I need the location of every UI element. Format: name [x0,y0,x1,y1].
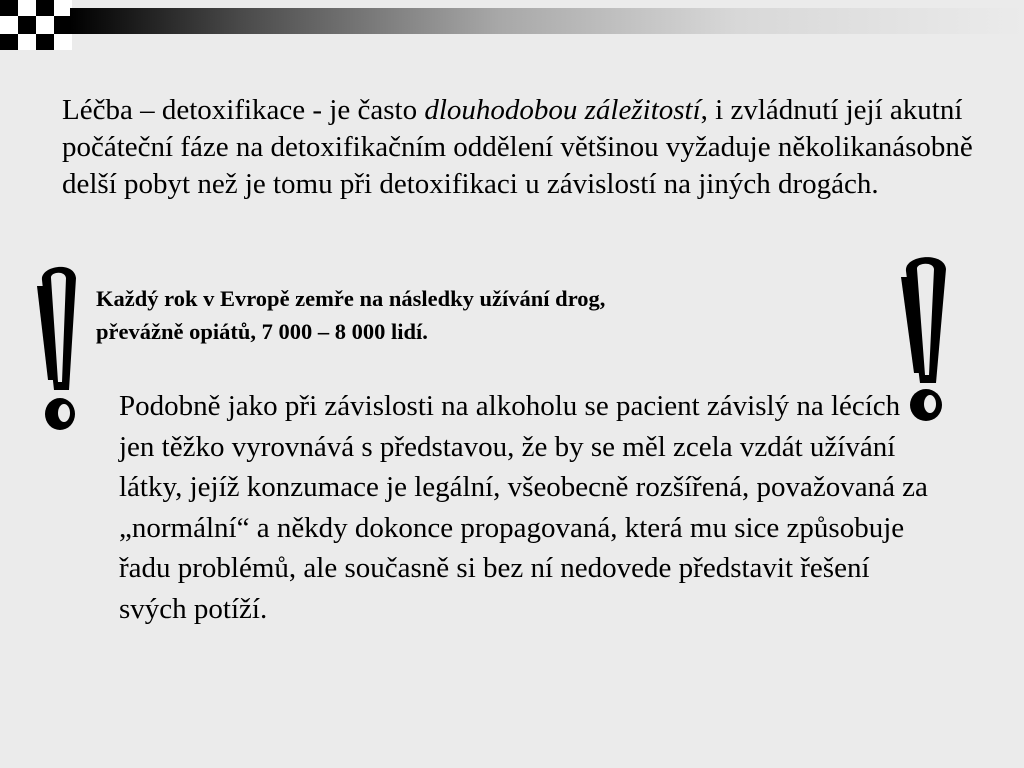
paragraph-1-text-b: , i zvládnutí její akutní počáteční fáze na detoxifikačním oddělení většinou vyžaduje několikanásobně delší pobyt než je tomu při detoxifikaci u závislostí na jiných drogách. [62,94,973,200]
paragraph-2-line-1: Každý rok v Evropě zemře na následky užívání drog, [96,286,606,311]
paragraph-1-emphasis: dlouhodobou záležitostí [424,94,701,126]
paragraph-2-line-2: převážně opiátů, 7 000 – 8 000 lidí. [96,319,428,344]
header-decoration [0,0,1024,50]
exclamation-icon [34,262,84,434]
paragraph-treatment [62,92,1002,203]
paragraph-statistic [96,282,886,348]
paragraph-dependency: Podobně jako při závislosti na alkoholu se pacient závislý na lécích jen těžko vyrovnává s představou, že by se měl zcela vzdát užívání látky, jejíž konzumace je legální, všeobecně rozšířená, považovaná za „normální“ a někdy dokonce propagovaná, která mu sice způsobuje řadu problémů, ale současně si bez ní nedovede představit řešení svých potíží. [119,390,928,625]
gradient-bar [70,8,1024,34]
checker-pattern [0,0,80,50]
paragraph-1-text-a: Léčba – detoxifikace - je často [62,94,425,126]
